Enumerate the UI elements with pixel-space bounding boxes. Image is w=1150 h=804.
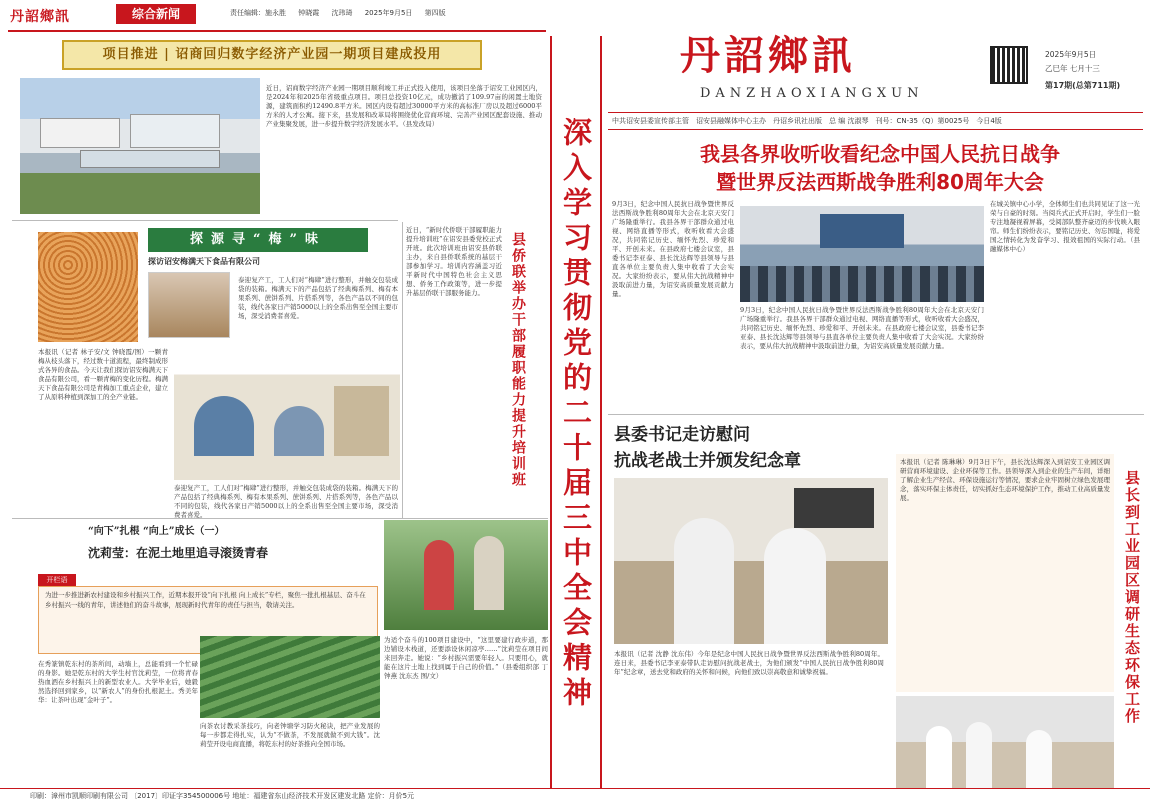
overseas-vertical-headline: 县侨联举办干部履职能力提升培训班 xyxy=(510,232,526,488)
lead-article-2: 9月3日，纪念中国人民抗日战争暨世界反法西斯战争胜利80周年大会在北京天安门广场隆重举行。我县各界干部群众通过电视、网络直播等形式，收听收看大会盛况，共同铭记历史、缅怀先烈、珍爱和平、开创未来。在县政府七楼会议室，县委书记李亚泰、县长沈达辉等县领导与县直各单位主要负责人集中收看了大会实况。大家纷纷表示，要从伟大抗战精神中汲取前进力量，为诏安高质量发展贡献力量。 xyxy=(740,306,984,350)
tea-article-2: 向茶农讨教采茶技巧，向老钟塘学习防火秘诀，把产业发展的每一步都走得扎实，认为“不做茶，不发展就做不到大钱”。沈莉莹开设电商直播，将乾东村的好茶推向全国市场。 xyxy=(200,722,380,748)
column-intro-box: 为进一步推进新农村建设和乡村振兴工作，近期本报开设“向下扎根 向上成长”专栏，聚焦一批扎根基层、奋斗在乡村振兴一线的青年，讲述他们的奋斗故事，展现新时代青年的责任与担当，敬请关注。 xyxy=(38,586,378,654)
industrial-park-photo xyxy=(20,78,260,214)
project-banner xyxy=(62,40,482,70)
top-rule xyxy=(8,30,546,32)
band-right-rule xyxy=(600,36,602,788)
park-article: 近日，诏商数字经济产业园一期项目顺利竣工并正式投入使用，该项目坐落于诏安工业园区内，是2024年和2025年省级重点项目。项目总投资10亿元，成功撤消了109.97亩的闲置土地资源，建筑面积约12490.8平方米。园区内设有超过30000平方米的高标准厂房以及超过6000平方米的人才公寓。接下来，县发展和改革局将围绕优化营商环境、完善产业园区配套设施、推动产业集聚发展，进一步提升数字经济发展水平。（县发改局） xyxy=(266,84,542,128)
qr-code-icon xyxy=(990,46,1028,84)
page-meta xyxy=(230,8,456,18)
editor: 责任编辑：施永胜 xyxy=(230,9,286,17)
band-left-rule xyxy=(550,36,552,788)
plum-article-1: 泰迎复产工，工人们对“梅肆”进行整形，并触交包装成袋的装箱。梅满天下的产品包括了经典梅系列、梅有本果系列、蔗饼系列、片搭系列等，各色产品以不同的包装，线代各家日产销5000以上的全系出售至全国主要市场，深受消费者喜爱。 xyxy=(238,276,398,320)
left-page-number: 第四版 xyxy=(424,9,446,17)
meeting-photo xyxy=(740,206,984,302)
overseas-article: 近日，“新时代侨联干部履职能力提升培训班”在诏安县委党校正式开班。此次培训班由诏安县侨联主办，来自县侨联系统的基层干部参加学习。培训内容涵盖习近平新时代中国特色社会主义思想、侨务工作政策等，进一步提升基层侨联干部服务能力。 xyxy=(406,226,502,297)
factory-inspection-photo xyxy=(896,696,1114,788)
issue-date: 2025年9月5日 xyxy=(1045,50,1097,59)
visit-headline xyxy=(614,422,894,474)
tea-garden-photo xyxy=(200,636,380,718)
issue-date-block xyxy=(1045,48,1100,76)
eco-vertical-headline: 县长到工业园区调研生态环保工作 xyxy=(1123,470,1141,725)
lead-headline-line1: 我县各界收听收看纪念中国人民抗日战争 xyxy=(700,142,1060,166)
section-label: 综合新闻 xyxy=(116,4,196,24)
eco-article: 本报讯（记者 陈琳琳）9月3日下午，县长沈达辉深入到诏安工业园区调研营商环境建设、企业环保等工作。县领导深入到企业的生产车间，详细了解企业生产经营、环保设施运行等情况，要求企业牢固树立绿色发展理念，落实环保主体责任，切实抓好生态环境保护工作，推动工业高质量发展。 xyxy=(896,454,1114,692)
plum-feature-subtitle: 探访诏安梅满天下食品有限公司 xyxy=(148,256,260,266)
plum-article-2: 本报讯（记者 林子安/文 钟晓霞/图）一颗青梅从枝头落下，经过数十道流程，最终制成形式各异的食品。今天让我们探访诏安梅满天下食品有限公司，看一颗青梅的变化历程。梅满天下食品有限公司是青梅加工重点企业，建立了从原料种植到深加工的全产业链。 xyxy=(38,348,168,401)
proofreader: 沈玮琦 xyxy=(331,9,353,17)
masthead-logo: 丹詔鄉訊 xyxy=(680,33,856,79)
series-title: “向下”扎根 “向上”成长（一） xyxy=(88,526,225,537)
feature-headline: 沈莉莹：在泥土地里追寻滚烫青春 xyxy=(88,546,269,560)
column-intro-label: 开栏语 xyxy=(38,574,76,586)
plum-feature-title: 探源寻“梅”味 xyxy=(148,228,368,252)
divider xyxy=(402,222,403,518)
visit-headline-line1: 县委书记走访慰问 xyxy=(614,425,750,445)
lead-article-3: 在城关镇中心小学，全体师生们也共同见证了这一光荣与自豪的时刻。当阅兵式正式开启时，学生们一脸专注地凝视着屏幕，受阅部队整齐豪迈的步伐映入眼帘。师生们纷纷表示，要铭记历史、勿忘国耻，将爱国之情转化为发奋学习、报效祖国的实际行动。（县融媒体中心） xyxy=(990,200,1140,253)
veteran-visit-photo xyxy=(614,478,888,644)
divider xyxy=(12,220,398,221)
factory-workers-photo xyxy=(174,356,400,480)
visit-article: 本报讯（记者 沈静 沈东伟）今年是纪念中国人民抗日战争暨世界反法西斯战争胜利80周年。连日来，县委书记李亚泰带队走访慰问抗战老战士，为他们颁发“中国人民抗日战争胜利80周年”纪念章，送去党和政府的关怀和问候，向他们致以崇高敬意和诚挚祝福。 xyxy=(614,650,884,676)
tea-article-4: 为适个奋斗的100项目建设中，“这里要建行政步道，那边铺设木栈道，还要添设休闲凉亭……”沈莉莹在项目间来回奔走。她说：“乡村振兴需要年轻人。只要用心，就能在这片土地上找到属于自己的价值。”（县委组织部 丁钟燕 沈东杰 图/文） xyxy=(384,636,548,680)
lead-headline xyxy=(620,140,1140,196)
plum-article-3: 泰迎复产工，工人们对“梅肆”进行整形，并触交包装成袋的装箱。梅满天下的产品包括了经典梅系列、梅有本果系列、蔗饼系列、片搭系列等，各色产品以不同的包装，线代各家日产销5000以上的全系出售至全国主要市场，深受消费者喜爱。 xyxy=(174,484,398,518)
layout-editor: 钟晓霞 xyxy=(298,9,320,17)
masthead-pinyin: DANZHAOXIANGXUN xyxy=(700,86,924,101)
left-page-logo: 丹詔鄉訊 xyxy=(10,9,70,25)
left-date: 2025年9月5日 xyxy=(364,9,413,17)
lunar-date: 乙巳年 七月十三 xyxy=(1045,64,1100,73)
divider xyxy=(608,414,1144,415)
plum-drying-photo xyxy=(38,232,138,342)
farmers-photo xyxy=(384,520,548,630)
product-shelf-photo xyxy=(148,272,230,338)
lead-article-1: 9月3日，纪念中国人民抗日战争暨世界反法西斯战争胜利80周年大会在北京天安门广场隆重举行。我县各界干部群众通过电视、网络直播等形式，收听收看大会盛况，共同铭记历史、缅怀先烈、珍爱和平、开创未来。在县政府七楼会议室，县委书记李亚泰、县长沈达辉等县领导与县直各单位主要负责人集中收看了大会实况。大家纷纷表示，要从伟大抗战精神中汲取前进力量，为诏安高质量发展贡献力量。 xyxy=(612,200,734,298)
publication-info: 中共诏安县委宣传部主管 诏安县融媒体中心主办 丹诏乡讯社出版 总 编 沈淑琴 刊号：CN-35（Q）第0025号 今日4版 xyxy=(608,112,1143,130)
tea-article-1: 在秀篆镇乾东村的茶所间，动墙上，总能看到一个忙碌的身影。她是乾东村的大学生村官沈莉莹，一位将青春热血洒在乡村振兴上的新型农业人。大学毕业后，她毅然选择回到家乡，以“新农人”的身份扎根泥土。秀美年华：让茶叶出现“金叶子”。 xyxy=(38,660,198,704)
visit-headline-line2: 抗战老战士并颁发纪念章 xyxy=(614,451,801,471)
issue-number: 第17期(总第711期) xyxy=(1045,81,1121,90)
footer-imprint: 印刷：漳州市凯顺印刷有限公司 〔2017〕印证字354500006号 地址：福建省东山经济技术开发区建发北路 定价：月价5元 xyxy=(0,788,1150,804)
central-slogan: 深入学习贯彻党的二十届三中全会精神 xyxy=(559,116,593,712)
banner-title: 项目推进 | 诏商回归数字经济产业园一期项目建成投用 xyxy=(102,47,442,62)
divider xyxy=(12,518,548,519)
lead-headline-line2: 暨世界反法西斯战争胜利80周年大会 xyxy=(716,170,1044,194)
